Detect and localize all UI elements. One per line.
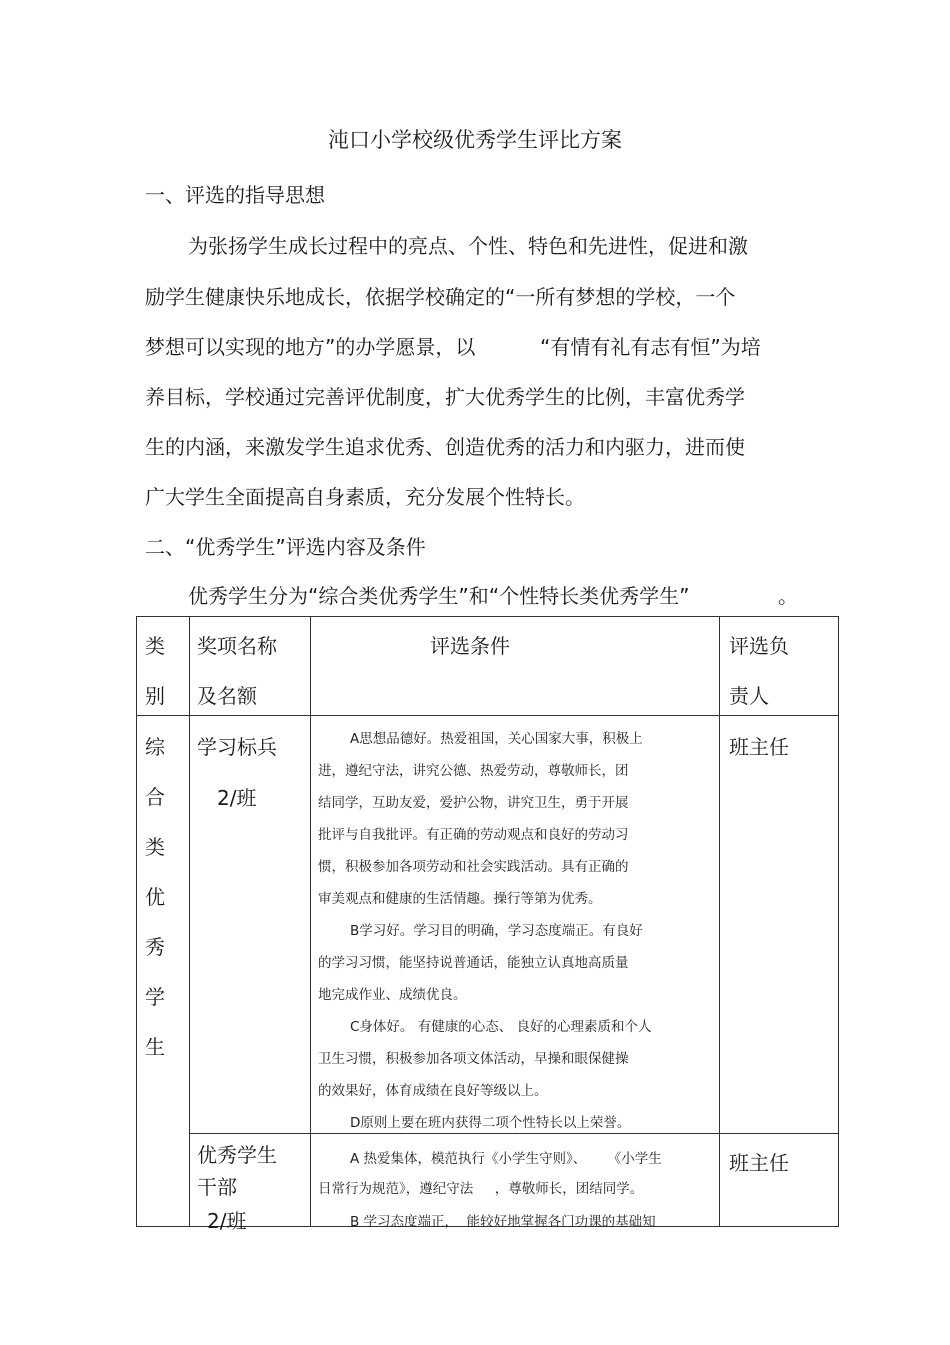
section1-heading: 一、评选的指导思想 xyxy=(145,183,325,207)
category-char: 合 xyxy=(145,785,165,809)
row1-criteria-line: 结同学，互助友爱，爱护公物，讲究卫生，勇于开展 xyxy=(318,795,629,811)
category-char: 秀 xyxy=(145,935,165,959)
section1-line: “有情有礼有志有恒”为培 xyxy=(540,335,761,359)
section2-intro-end: 。 xyxy=(778,584,798,608)
row2-award-name: 干部 xyxy=(197,1175,237,1199)
header-responsible: 评选负 xyxy=(729,634,789,658)
header-criteria: 评选条件 xyxy=(430,634,510,658)
row1-criteria-line: 的效果好，体育成绩在良好等级以上。 xyxy=(318,1083,548,1099)
section2-intro: 优秀学生分为“综合类优秀学生”和“个性特长类优秀学生” xyxy=(188,584,690,608)
section1-line: 励学生健康快乐地成长，依据学校确定的“一所有梦想的学校，一个 xyxy=(145,285,736,309)
row1-criteria-line: 进，遵纪守法，讲究公德、热爱劳动，尊敬师长，团 xyxy=(318,763,629,779)
row1-criteria-line: 批评与自我批评。有正确的劳动观点和良好的劳动习 xyxy=(318,827,629,843)
row1-criteria-line: 卫生习惯，积极参加各项文体活动，早操和眼保健操 xyxy=(318,1051,629,1067)
row2-criteria-line: A 热爱集体，模范执行《小学生守则》、 《小学生 xyxy=(350,1151,662,1167)
row1-criteria-line: 惯，积极参加各项劳动和社会实践活动。具有正确的 xyxy=(318,859,629,875)
header-category: 别 xyxy=(145,684,165,708)
row2-responsible: 班主任 xyxy=(729,1151,789,1175)
row2-award-name: 优秀学生 xyxy=(197,1143,277,1167)
row1-criteria-line: D原则上要在班内获得二项个性特长以上荣誉。 xyxy=(350,1115,631,1131)
row1-criteria-line: 的学习习惯，能坚持说普通话，能独立认真地高质量 xyxy=(318,955,629,971)
category-char: 综 xyxy=(145,735,165,759)
row2-criteria-line: 日常行为规范》，遵纪守法 ，尊敬师长，团结同学。 xyxy=(318,1181,644,1197)
section2-heading: 二、“优秀学生”评选内容及条件 xyxy=(145,535,426,559)
row1-criteria-line: B学习好。学习目的明确，学习态度端正。有良好 xyxy=(350,923,643,939)
row1-criteria-line: 审美观点和健康的生活情趣。操行等第为优秀。 xyxy=(318,891,602,907)
section1-line: 养目标，学校通过完善评优制度，扩大优秀学生的比例，丰富优秀学 xyxy=(145,385,745,409)
row1-quota: 2/班 xyxy=(217,786,257,810)
category-char: 类 xyxy=(145,835,165,859)
header-award: 及名额 xyxy=(197,684,257,708)
page-title: 沌口小学校级优秀学生评比方案 xyxy=(328,128,622,152)
row1-criteria-line: C身体好。 有健康的心态、 良好的心理素质和个人 xyxy=(350,1019,652,1035)
row2-quota: 2/班 xyxy=(207,1209,247,1233)
category-char: 优 xyxy=(145,885,165,909)
header-responsible: 责人 xyxy=(729,684,769,708)
category-char: 学 xyxy=(145,985,165,1009)
section1-line: 为张扬学生成长过程中的亮点、个性、特色和先进性，促进和激 xyxy=(188,234,748,258)
category-char: 生 xyxy=(145,1035,165,1059)
section1-line: 生的内涵，来激发学生追求优秀、创造优秀的活力和内驱力，进而使 xyxy=(145,435,745,459)
row1-responsible: 班主任 xyxy=(729,735,789,759)
header-award: 奖项名称 xyxy=(197,634,277,658)
section1-line: 广大学生全面提高自身素质，充分发展个性特长。 xyxy=(145,485,585,509)
row1-criteria-line: A思想品德好。热爱祖国，关心国家大事，积极上 xyxy=(350,731,643,747)
section1-line: 梦想可以实现的地方”的办学愿景，以 xyxy=(145,335,476,359)
row2-criteria-line: B 学习态度端正， 能较好地掌握各门功课的基础知 xyxy=(350,1214,656,1230)
header-category: 类 xyxy=(145,634,165,658)
row1-award-name: 学习标兵 xyxy=(197,735,277,759)
row1-criteria-line: 地完成作业、成绩优良。 xyxy=(318,987,467,1003)
